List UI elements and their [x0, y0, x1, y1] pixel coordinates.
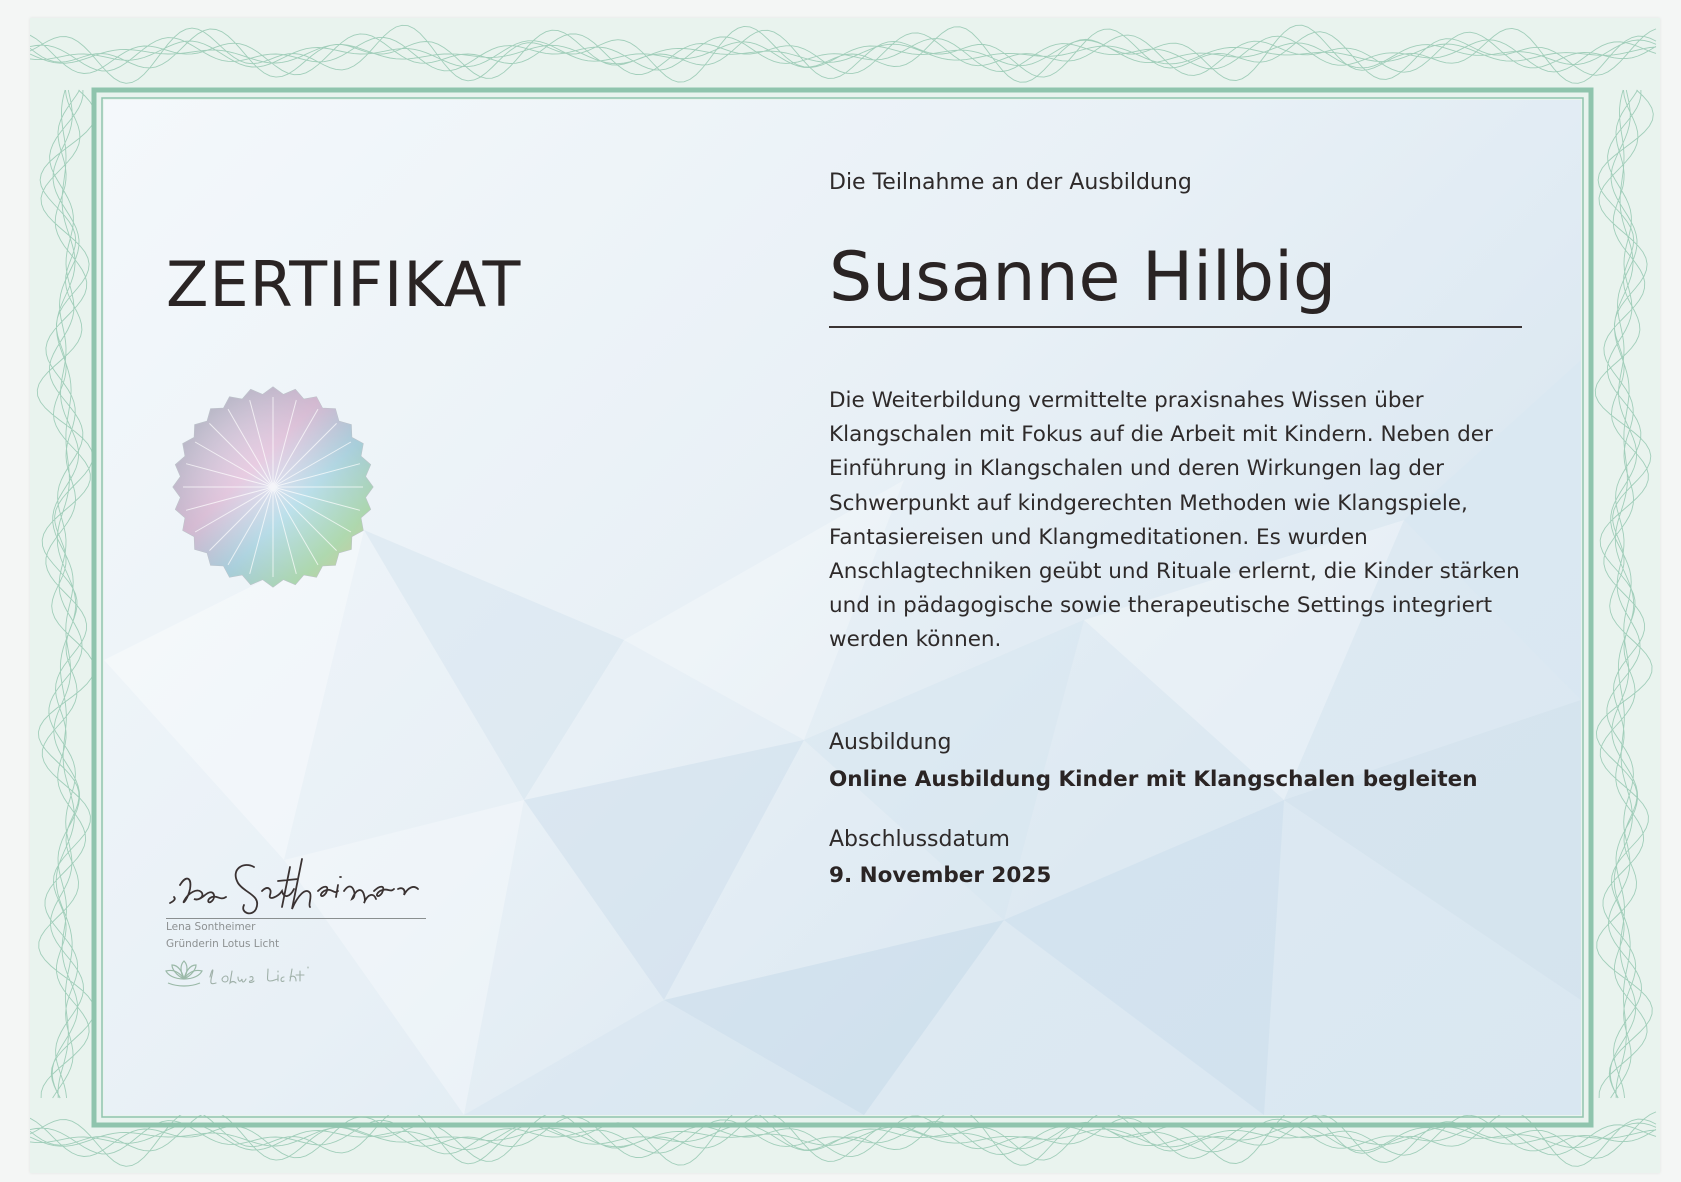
- certificate: [30, 18, 1660, 1173]
- signature-icon: [162, 845, 442, 920]
- completion-date-value: 9. November 2025: [829, 863, 1052, 888]
- name-underline: [829, 326, 1522, 328]
- signature-line: [166, 918, 426, 919]
- completion-date-label: Abschlussdatum: [829, 827, 1010, 852]
- recipient-name: Susanne Hilbig: [829, 238, 1337, 317]
- course-label: Ausbildung: [829, 730, 952, 755]
- intro-text: Die Teilnahme an der Ausbildung: [829, 170, 1192, 195]
- course-description: Die Weiterbildung vermittelte praxisnahes Wissen über Klangschalen mit Fokus auf die Arbeit mit Kindern. Neben der Einführung in Klangschalen und deren Wirkungen lag der Schwerpunkt auf kindgerechten Methoden wie Klangspiele, Fantasiereisen und Klangmeditationen. Es wurden Anschlagtechniken geübt und Rituale erlernt, die Kinder stärken und in pädagogische sowie therapeutische Settings integriert werden können.: [829, 388, 1520, 653]
- lotus-logo-icon: [164, 957, 324, 997]
- signatory-name: Lena Sontheimer: [166, 921, 256, 933]
- certificate-body: [104, 100, 1581, 1115]
- signatory-role: Gründerin Lotus Licht: [166, 938, 280, 950]
- certificate-title: ZERTIFIKAT: [166, 248, 522, 321]
- course-value: Online Ausbildung Kinder mit Klangschalen begleiten: [829, 767, 1478, 792]
- holographic-seal-icon: [168, 382, 378, 592]
